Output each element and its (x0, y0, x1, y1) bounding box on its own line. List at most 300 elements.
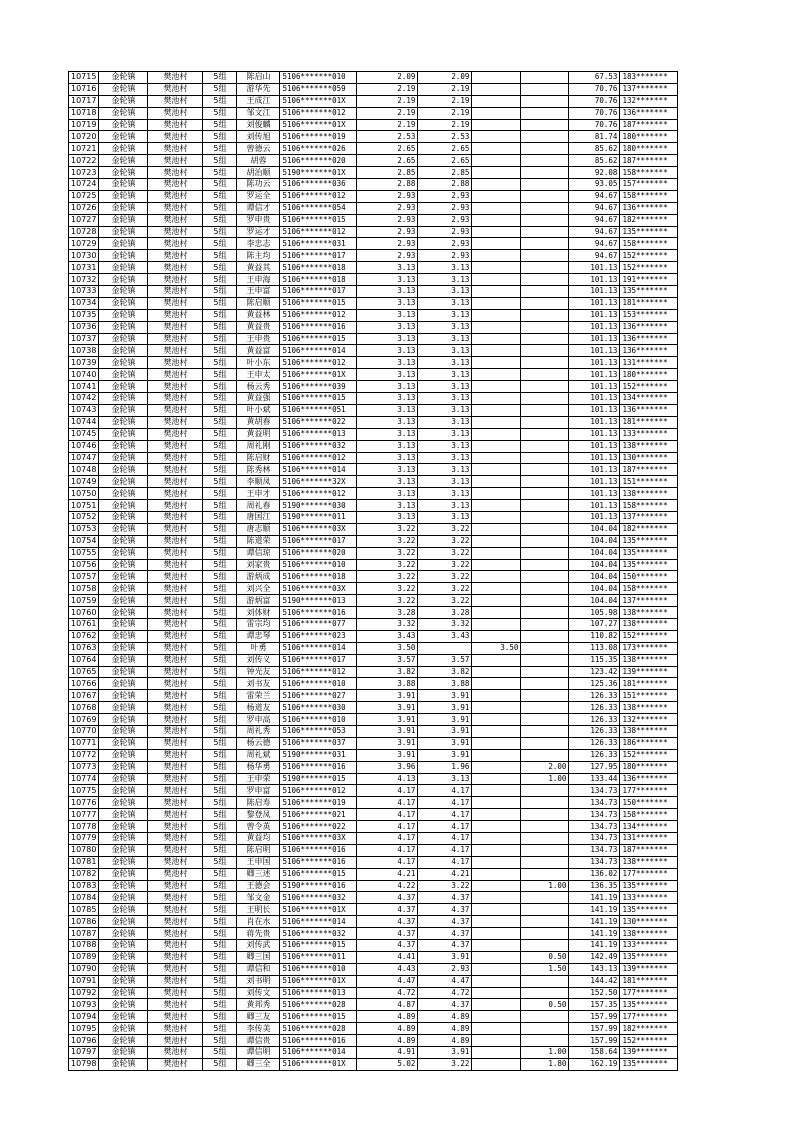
town-cell: 金轮镇 (99, 904, 148, 916)
area-b-cell: 3.13 (418, 452, 472, 464)
area-c-cell (472, 904, 521, 916)
phone-cell: 138******* (620, 654, 678, 666)
phone-cell: 152******* (620, 749, 678, 761)
name-cell: 刘传旭 (237, 131, 280, 143)
area-b-cell: 3.91 (418, 714, 472, 726)
phone-cell: 177******* (620, 785, 678, 797)
phone-cell: 187******* (620, 155, 678, 167)
table-row (69, 571, 678, 583)
area-a-cell: 2.65 (357, 155, 418, 167)
town-cell: 金轮镇 (99, 95, 148, 107)
village-cell: 樊池村 (148, 488, 203, 500)
seq-cell: 10730 (69, 250, 99, 262)
area-a-cell: 3.28 (357, 607, 418, 619)
area-c-cell (472, 226, 521, 238)
area-b-cell: 4.17 (418, 785, 472, 797)
table-row (69, 618, 678, 630)
phone-cell: 173******* (620, 642, 678, 654)
group-cell: 5组 (203, 214, 237, 226)
seq-cell: 10744 (69, 416, 99, 428)
seq-cell: 10793 (69, 999, 99, 1011)
id-cell: 5106*******077 (280, 618, 357, 630)
area-a-cell: 3.13 (357, 286, 418, 298)
seq-cell: 10762 (69, 630, 99, 642)
table-row (69, 321, 678, 333)
seq-cell: 10771 (69, 737, 99, 749)
table-row (69, 274, 678, 286)
area-c-cell (472, 1058, 521, 1070)
table-row (69, 749, 678, 761)
id-cell: 5106*******012 (280, 309, 357, 321)
village-cell: 樊池村 (148, 464, 203, 476)
amount-cell: 94.67 (569, 226, 620, 238)
name-cell: 周礼斌 (237, 749, 280, 761)
seq-cell: 10759 (69, 595, 99, 607)
area-d-cell (521, 714, 569, 726)
area-d-cell (521, 928, 569, 940)
area-a-cell: 3.22 (357, 571, 418, 583)
phone-cell: 133******* (620, 428, 678, 440)
seq-cell: 10778 (69, 821, 99, 833)
area-d-cell (521, 618, 569, 630)
seq-cell: 10733 (69, 286, 99, 298)
group-cell: 5组 (203, 904, 237, 916)
area-b-cell: 4.17 (418, 797, 472, 809)
id-cell: 5106*******053 (280, 725, 357, 737)
phone-cell: 177******* (620, 1011, 678, 1023)
phone-cell: 139******* (620, 1047, 678, 1059)
town-cell: 金轮镇 (99, 821, 148, 833)
table-row (69, 856, 678, 868)
town-cell: 金轮镇 (99, 226, 148, 238)
table-row (69, 286, 678, 298)
name-cell: 杨华勇 (237, 761, 280, 773)
town-cell: 金轮镇 (99, 761, 148, 773)
area-b-cell: 3.13 (418, 416, 472, 428)
seq-cell: 10734 (69, 297, 99, 309)
area-b-cell: 3.13 (418, 511, 472, 523)
name-cell: 谭信贵 (237, 1035, 280, 1047)
group-cell: 5组 (203, 595, 237, 607)
area-c-cell (472, 571, 521, 583)
phone-cell: 186******* (620, 737, 678, 749)
table-row (69, 940, 678, 952)
town-cell: 金轮镇 (99, 630, 148, 642)
area-b-cell: 3.13 (418, 321, 472, 333)
area-b-cell: 3.13 (418, 488, 472, 500)
area-c-cell (472, 702, 521, 714)
town-cell: 金轮镇 (99, 690, 148, 702)
phone-cell: 136******* (620, 202, 678, 214)
area-d-cell (521, 868, 569, 880)
area-d-cell (521, 357, 569, 369)
area-b-cell: 3.22 (418, 535, 472, 547)
area-d-cell (521, 274, 569, 286)
area-d-cell (521, 856, 569, 868)
area-d-cell (521, 642, 569, 654)
group-cell: 5组 (203, 1058, 237, 1070)
phone-cell: 139******* (620, 963, 678, 975)
town-cell: 金轮镇 (99, 452, 148, 464)
name-cell: 邹文江 (237, 107, 280, 119)
phone-cell: 158******* (620, 583, 678, 595)
seq-cell: 10783 (69, 880, 99, 892)
name-cell: 唐国江 (237, 511, 280, 523)
area-d-cell (521, 678, 569, 690)
amount-cell: 101.13 (569, 321, 620, 333)
id-cell: 5106*******012 (280, 226, 357, 238)
area-a-cell: 2.93 (357, 250, 418, 262)
phone-cell: 138******* (620, 488, 678, 500)
area-d-cell (521, 321, 569, 333)
name-cell: 刘传义 (237, 654, 280, 666)
table-row (69, 630, 678, 642)
id-cell: 5106*******01X (280, 95, 357, 107)
village-cell: 樊池村 (148, 309, 203, 321)
town-cell: 金轮镇 (99, 464, 148, 476)
area-b-cell: 4.89 (418, 1035, 472, 1047)
group-cell: 5组 (203, 737, 237, 749)
name-cell: 曾德云 (237, 143, 280, 155)
area-a-cell: 3.13 (357, 488, 418, 500)
amount-cell: 136.35 (569, 880, 620, 892)
amount-cell: 70.76 (569, 95, 620, 107)
area-b-cell: 3.13 (418, 428, 472, 440)
table-row (69, 369, 678, 381)
phone-cell: 135******* (620, 286, 678, 298)
name-cell: 陈启寿 (237, 797, 280, 809)
id-cell: 5106*******010 (280, 714, 357, 726)
area-a-cell: 3.13 (357, 274, 418, 286)
area-a-cell: 4.13 (357, 773, 418, 785)
name-cell: 刘传武 (237, 940, 280, 952)
group-cell: 5组 (203, 428, 237, 440)
town-cell: 金轮镇 (99, 286, 148, 298)
id-cell: 5106*******017 (280, 250, 357, 262)
table-row (69, 95, 678, 107)
group-cell: 5组 (203, 916, 237, 928)
area-b-cell: 3.13 (418, 773, 472, 785)
id-cell: 5106*******014 (280, 464, 357, 476)
village-cell: 樊池村 (148, 1023, 203, 1035)
seq-cell: 10723 (69, 167, 99, 179)
village-cell: 樊池村 (148, 333, 203, 345)
amount-cell: 134.73 (569, 809, 620, 821)
group-cell: 5组 (203, 809, 237, 821)
group-cell: 5组 (203, 928, 237, 940)
table-row (69, 690, 678, 702)
table-row (69, 904, 678, 916)
phone-cell: 135******* (620, 951, 678, 963)
table-row (69, 476, 678, 488)
area-a-cell: 3.91 (357, 690, 418, 702)
town-cell: 金轮镇 (99, 535, 148, 547)
village-cell: 樊池村 (148, 286, 203, 298)
phone-cell: 130******* (620, 452, 678, 464)
area-d-cell (521, 238, 569, 250)
group-cell: 5组 (203, 630, 237, 642)
area-c-cell (472, 95, 521, 107)
area-b-cell: 3.22 (418, 880, 472, 892)
id-cell: 5106*******016 (280, 607, 357, 619)
town-cell: 金轮镇 (99, 666, 148, 678)
table-row (69, 987, 678, 999)
name-cell: 黄益强 (237, 393, 280, 405)
table-row (69, 880, 678, 892)
phone-cell: 152******* (620, 381, 678, 393)
id-cell: 5106*******012 (280, 666, 357, 678)
phone-cell: 180******* (620, 131, 678, 143)
table-row (69, 428, 678, 440)
area-b-cell: 2.19 (418, 83, 472, 95)
phone-cell: 182******* (620, 214, 678, 226)
name-cell: 王德会 (237, 880, 280, 892)
phone-cell: 152******* (620, 262, 678, 274)
area-d-cell (521, 559, 569, 571)
amount-cell: 94.67 (569, 202, 620, 214)
area-c-cell (472, 880, 521, 892)
town-cell: 金轮镇 (99, 72, 148, 84)
table-row (69, 381, 678, 393)
area-d-cell (521, 202, 569, 214)
amount-cell: 126.33 (569, 725, 620, 737)
seq-cell: 10724 (69, 179, 99, 191)
town-cell: 金轮镇 (99, 987, 148, 999)
town-cell: 金轮镇 (99, 357, 148, 369)
group-cell: 5组 (203, 143, 237, 155)
table-row (69, 963, 678, 975)
area-d-cell: 1.00 (521, 1047, 569, 1059)
phone-cell: 158******* (620, 238, 678, 250)
amount-cell: 101.13 (569, 286, 620, 298)
town-cell: 金轮镇 (99, 488, 148, 500)
amount-cell: 134.73 (569, 833, 620, 845)
group-cell: 5组 (203, 749, 237, 761)
id-cell: 5106*******012 (280, 452, 357, 464)
seq-cell: 10763 (69, 642, 99, 654)
amount-cell: 144.42 (569, 975, 620, 987)
id-cell: 5190*******013 (280, 595, 357, 607)
area-c-cell (472, 761, 521, 773)
village-cell: 樊池村 (148, 1058, 203, 1070)
village-cell: 樊池村 (148, 381, 203, 393)
area-d-cell (521, 286, 569, 298)
seq-cell: 10738 (69, 345, 99, 357)
phone-cell: 177******* (620, 987, 678, 999)
area-d-cell (521, 155, 569, 167)
amount-cell: 94.67 (569, 190, 620, 202)
group-cell: 5组 (203, 559, 237, 571)
village-cell: 樊池村 (148, 809, 203, 821)
area-d-cell (521, 987, 569, 999)
table-row (69, 797, 678, 809)
phone-cell: 132******* (620, 95, 678, 107)
group-cell: 5组 (203, 226, 237, 238)
village-cell: 樊池村 (148, 119, 203, 131)
phone-cell: 139******* (620, 666, 678, 678)
table-row (69, 737, 678, 749)
area-b-cell: 2.19 (418, 119, 472, 131)
id-cell: 5106*******01X (280, 904, 357, 916)
phone-cell: 130******* (620, 916, 678, 928)
phone-cell: 181******* (620, 975, 678, 987)
seq-cell: 10756 (69, 559, 99, 571)
area-c-cell (472, 297, 521, 309)
group-cell: 5组 (203, 618, 237, 630)
name-cell: 刘家贵 (237, 559, 280, 571)
town-cell: 金轮镇 (99, 214, 148, 226)
area-c-cell (472, 131, 521, 143)
amount-cell: 101.13 (569, 369, 620, 381)
phone-cell: 158******* (620, 190, 678, 202)
area-d-cell (521, 833, 569, 845)
id-cell: 5106*******015 (280, 393, 357, 405)
id-cell: 5106*******015 (280, 868, 357, 880)
group-cell: 5组 (203, 452, 237, 464)
village-cell: 樊池村 (148, 226, 203, 238)
name-cell: 李顺凤 (237, 476, 280, 488)
area-c-cell (472, 321, 521, 333)
town-cell: 金轮镇 (99, 1011, 148, 1023)
village-cell: 樊池村 (148, 773, 203, 785)
area-c-cell (472, 488, 521, 500)
name-cell: 罗运全 (237, 190, 280, 202)
seq-cell: 10720 (69, 131, 99, 143)
seq-cell: 10761 (69, 618, 99, 630)
area-b-cell: 4.17 (418, 833, 472, 845)
group-cell: 5组 (203, 488, 237, 500)
amount-cell: 101.13 (569, 511, 620, 523)
phone-cell: 151******* (620, 690, 678, 702)
area-a-cell: 3.13 (357, 511, 418, 523)
seq-cell: 10772 (69, 749, 99, 761)
area-c-cell (472, 951, 521, 963)
table-row (69, 595, 678, 607)
seq-cell: 10789 (69, 951, 99, 963)
name-cell: 陈道荣 (237, 535, 280, 547)
id-cell: 5106*******028 (280, 1023, 357, 1035)
area-a-cell: 2.93 (357, 214, 418, 226)
group-cell: 5组 (203, 987, 237, 999)
area-a-cell: 4.17 (357, 844, 418, 856)
area-a-cell: 3.50 (357, 642, 418, 654)
name-cell: 谭信才 (237, 202, 280, 214)
amount-cell: 70.76 (569, 83, 620, 95)
area-b-cell: 4.37 (418, 999, 472, 1011)
amount-cell: 157.99 (569, 1035, 620, 1047)
area-a-cell: 4.91 (357, 1047, 418, 1059)
area-b-cell: 2.93 (418, 963, 472, 975)
area-c-cell (472, 1035, 521, 1047)
id-cell: 5106*******019 (280, 131, 357, 143)
phone-cell: 158******* (620, 500, 678, 512)
id-cell: 5106*******032 (280, 892, 357, 904)
area-d-cell (521, 179, 569, 191)
area-c-cell (472, 250, 521, 262)
area-c-cell (472, 404, 521, 416)
town-cell: 金轮镇 (99, 654, 148, 666)
seq-cell: 10760 (69, 607, 99, 619)
phone-cell: 137******* (620, 83, 678, 95)
amount-cell: 101.13 (569, 381, 620, 393)
village-cell: 樊池村 (148, 1035, 203, 1047)
phone-cell: 177******* (620, 868, 678, 880)
name-cell: 卿三全 (237, 1058, 280, 1070)
seq-cell: 10774 (69, 773, 99, 785)
town-cell: 金轮镇 (99, 500, 148, 512)
table-row (69, 143, 678, 155)
area-c-cell (472, 785, 521, 797)
town-cell: 金轮镇 (99, 321, 148, 333)
seq-cell: 10779 (69, 833, 99, 845)
area-c-cell (472, 654, 521, 666)
area-d-cell (521, 904, 569, 916)
name-cell: 刘俊麟 (237, 119, 280, 131)
seq-cell: 10731 (69, 262, 99, 274)
area-c-cell (472, 868, 521, 880)
area-c-cell (472, 940, 521, 952)
name-cell: 周礼秀 (237, 725, 280, 737)
area-c-cell (472, 72, 521, 84)
area-c-cell (472, 167, 521, 179)
id-cell: 5106*******026 (280, 143, 357, 155)
phone-cell: 132******* (620, 714, 678, 726)
area-b-cell: 4.37 (418, 904, 472, 916)
village-cell: 樊池村 (148, 583, 203, 595)
table-row (69, 559, 678, 571)
group-cell: 5组 (203, 404, 237, 416)
area-b-cell: 3.13 (418, 333, 472, 345)
name-cell: 李传美 (237, 1023, 280, 1035)
town-cell: 金轮镇 (99, 476, 148, 488)
area-d-cell (521, 393, 569, 405)
seq-cell: 10797 (69, 1047, 99, 1059)
id-cell: 5106*******032 (280, 440, 357, 452)
name-cell: 叶小东 (237, 357, 280, 369)
group-cell: 5组 (203, 476, 237, 488)
area-a-cell: 3.82 (357, 666, 418, 678)
id-cell: 5106*******010 (280, 559, 357, 571)
id-cell: 5106*******021 (280, 809, 357, 821)
id-cell: 5106*******039 (280, 381, 357, 393)
amount-cell: 110.82 (569, 630, 620, 642)
id-cell: 5106*******014 (280, 345, 357, 357)
id-cell: 5106*******012 (280, 190, 357, 202)
group-cell: 5组 (203, 940, 237, 952)
area-a-cell: 3.32 (357, 618, 418, 630)
village-cell: 樊池村 (148, 250, 203, 262)
amount-cell: 67.53 (569, 72, 620, 84)
area-c-cell (472, 179, 521, 191)
group-cell: 5组 (203, 535, 237, 547)
town-cell: 金轮镇 (99, 583, 148, 595)
group-cell: 5组 (203, 297, 237, 309)
id-cell: 5106*******019 (280, 797, 357, 809)
phone-cell: 138******* (620, 928, 678, 940)
area-b-cell: 2.93 (418, 238, 472, 250)
phone-cell: 191******* (620, 274, 678, 286)
id-cell: 5106*******023 (280, 630, 357, 642)
phone-cell: 181******* (620, 297, 678, 309)
name-cell: 黎登凤 (237, 809, 280, 821)
area-d-cell (521, 892, 569, 904)
amount-cell: 157.99 (569, 1023, 620, 1035)
phone-cell: 152******* (620, 1035, 678, 1047)
amount-cell: 101.13 (569, 488, 620, 500)
area-d-cell (521, 262, 569, 274)
town-cell: 金轮镇 (99, 297, 148, 309)
area-c-cell (472, 214, 521, 226)
